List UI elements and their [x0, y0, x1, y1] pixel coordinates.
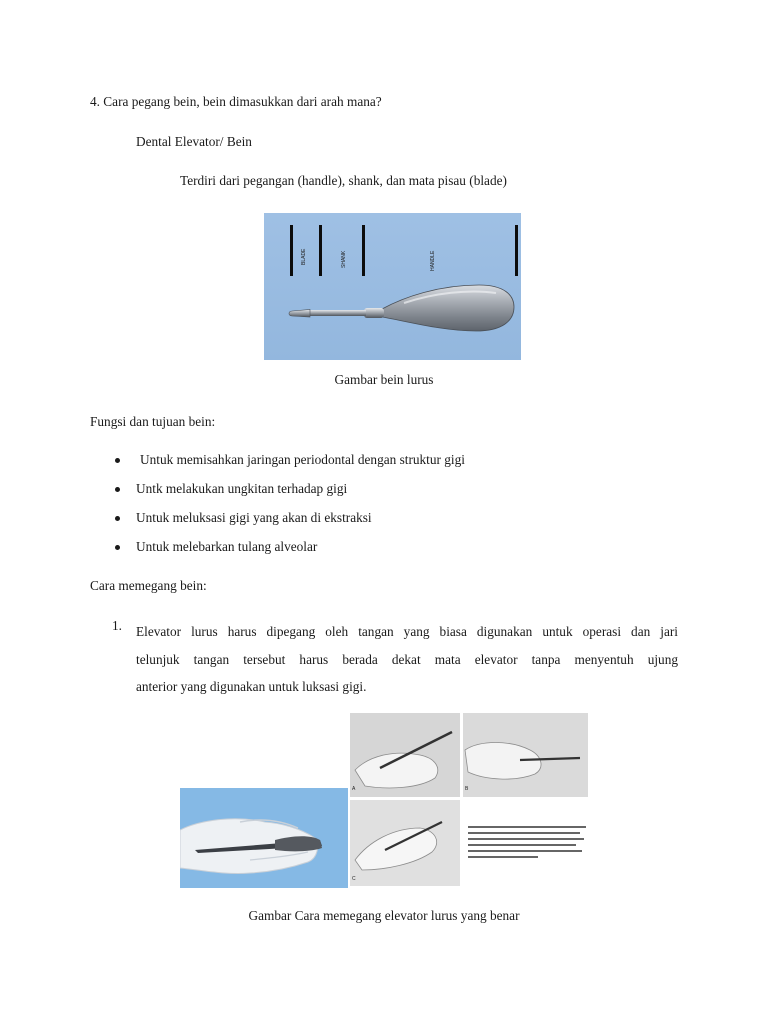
section-heading: 4. Cara pegang bein, bein dimasukkan dari arah mana?: [90, 94, 382, 109]
bullet-icon: [115, 516, 120, 521]
label-handle: HANDLE: [430, 250, 436, 271]
label-shank: SHANK: [341, 250, 347, 268]
bullet-icon: [115, 458, 120, 463]
list-item: Untuk meluksasi gigi yang akan di ekstraksi: [110, 510, 465, 539]
panel-a-letter: A: [352, 786, 356, 792]
list-item: Untuk memisahkan jaringan periodontal dengan struktur gigi: [110, 452, 465, 481]
step-line: Elevator lurus harus dipegang oleh tangan yang biasa digunakan untuk operasi dan jari: [136, 624, 678, 639]
bullet-icon: [115, 545, 120, 550]
step-number: 1.: [112, 618, 122, 633]
holding-technique-photos: [180, 710, 590, 888]
elevator-photo: [264, 213, 521, 360]
subheading: Dental Elevator/ Bein: [136, 134, 252, 149]
figure1-caption: Gambar bein lurus: [334, 372, 434, 387]
cara-title: Cara memegang bein:: [90, 578, 207, 593]
step-text: [136, 618, 678, 701]
step-line: anterior yang digunakan untuk luksasi gigi.: [136, 679, 367, 694]
fungsi-title: Fungsi dan tujuan bein:: [90, 414, 216, 429]
list-item: Untk melakukan ungkitan terhadap gigi: [110, 481, 465, 510]
figure2-caption: Gambar Cara memegang elevator lurus yang benar: [248, 908, 520, 923]
fungsi-list: [110, 452, 465, 568]
list-item: Untuk melebarkan tulang alveolar: [110, 539, 465, 568]
bullet-icon: [115, 487, 120, 492]
description-text: Terdiri dari pegangan (handle), shank, dan mata pisau (blade): [180, 173, 507, 188]
panel-b-letter: B: [465, 786, 469, 792]
step-line: telunjuk tangan tersebut harus berada dekat mata elevator tanpa menyentuh ujung: [136, 651, 678, 667]
label-blade: BLADE: [301, 248, 307, 265]
panel-c-letter: C: [352, 876, 356, 882]
